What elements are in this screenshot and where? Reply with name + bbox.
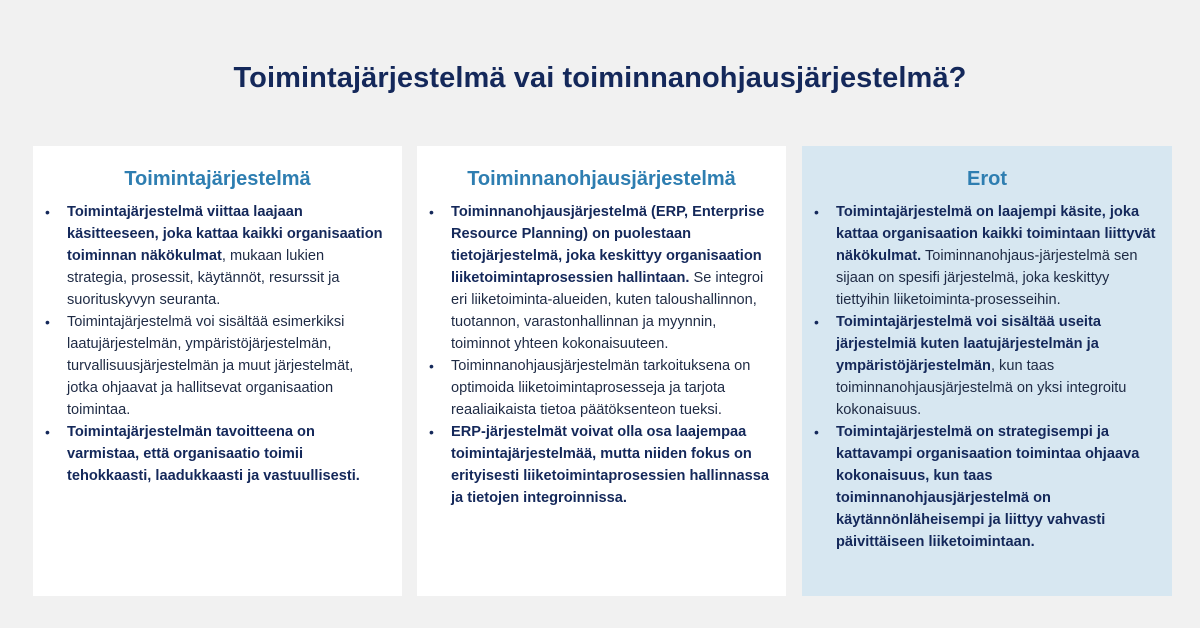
item-text: Toimintajärjestelmä voi sisältää esimerkiksi laatujärjestelmän, ympäristöjärjestelmän, turvallisuusjärjestelmän ja muut järjestelmät, jotka ohjaavat ja hallitsevat organisaation toimintaa. xyxy=(67,314,354,418)
item-bold-text: Toimintajärjestelmä voi sisältää useita järjestelmiä kuten laatujärjestelmän ja ympäristöjärjestelmän xyxy=(836,314,1101,374)
item-bold-text: Toimintajärjestelmän tavoitteena on varmistaa, että organisaatio toimii tehokkaasti, laadukkaasti ja vastuullisesti. xyxy=(67,424,360,484)
bullet-list xyxy=(45,201,388,487)
item-bold-text: Toimintajärjestelmä on strategisempi ja kattavampi organisaation toimintaa ohjaava kokonaisuus, kun taas toiminnanohjausjärjestelmä on käytännönläheisempi ja liittyy vahvasti päivittäiseen liiketoimintaan. xyxy=(836,424,1140,550)
bullet-icon: • xyxy=(429,204,434,220)
item-text: Se integroi eri liiketoiminta-alueiden, kuten taloushallinnon, tuotannon, varastonhallinnan ja myynnin, toiminnot yhteen kokonaisuuteen. xyxy=(451,270,764,352)
list-item xyxy=(814,201,1158,311)
bullet-icon: • xyxy=(814,314,819,330)
list-item xyxy=(814,421,1158,553)
list-item xyxy=(45,421,388,487)
bullet-list xyxy=(814,201,1158,553)
card-toimintajarjestelma xyxy=(33,146,402,596)
bullet-icon: • xyxy=(429,424,434,440)
item-bold-text: Toimintajärjestelmä viittaa laajaan käsitteeseen, joka kattaa kaikki organisaation toiminnan näkökulmat xyxy=(67,204,383,264)
page-title: Toimintajärjestelmä vai toiminnanohjausjärjestelmä? xyxy=(233,62,967,94)
bullet-icon: • xyxy=(814,204,819,220)
list-item xyxy=(429,201,772,355)
bullet-icon: • xyxy=(45,424,50,440)
bullet-list xyxy=(429,201,772,509)
card-erot xyxy=(802,146,1172,596)
item-text: , mukaan lukien strategia, prosessit, käytännöt, resurssit ja suorituskyvyn seuranta. xyxy=(67,248,340,308)
card-heading: Erot xyxy=(967,168,1007,190)
list-item xyxy=(429,355,772,421)
card-heading: Toiminnanohjausjärjestelmä xyxy=(467,168,736,190)
bullet-icon: • xyxy=(814,424,819,440)
list-item xyxy=(45,311,388,421)
item-text: Toiminnanohjausjärjestelmän tarkoituksena on optimoida liiketoimintaprosesseja ja tarjota reaaliaikaista tietoa päätöksenteon tueksi. xyxy=(451,358,751,418)
item-bold-text: Toimintajärjestelmä on laajempi käsite, joka kattaa organisaation kaikki toimintaan liittyvät näkökulmat. xyxy=(836,204,1156,264)
bullet-icon: • xyxy=(45,314,50,330)
list-item xyxy=(429,421,772,509)
bullet-icon: • xyxy=(429,358,434,374)
card-heading: Toimintajärjestelmä xyxy=(124,168,311,190)
item-text: Toiminnanohjaus-järjestelmä sen sijaan on spesifi järjestelmä, joka keskittyy tiettyihin liiketoiminta-prosesseihin. xyxy=(836,248,1138,308)
card-toiminnanohjausjarjestelma xyxy=(417,146,786,596)
item-bold-text: Toiminnanohjausjärjestelmä (ERP, Enterprise Resource Planning) on puolestaan tietojärjestelmä, joka keskittyy organisaation liiketoimintaprosessien hallintaan. xyxy=(451,204,765,286)
item-bold-text: ERP-järjestelmät voivat olla osa laajempaa toimintajärjestelmää, mutta niiden fokus on erityisesti liiketoimintaprosessien hallinnassa ja tietojen integroinnissa. xyxy=(451,424,769,506)
list-item xyxy=(814,311,1158,421)
item-text: , kun taas toiminnanohjausjärjestelmä on yksi integroitu kokonaisuus. xyxy=(836,358,1127,418)
list-item xyxy=(45,201,388,311)
bullet-icon: • xyxy=(45,204,50,220)
